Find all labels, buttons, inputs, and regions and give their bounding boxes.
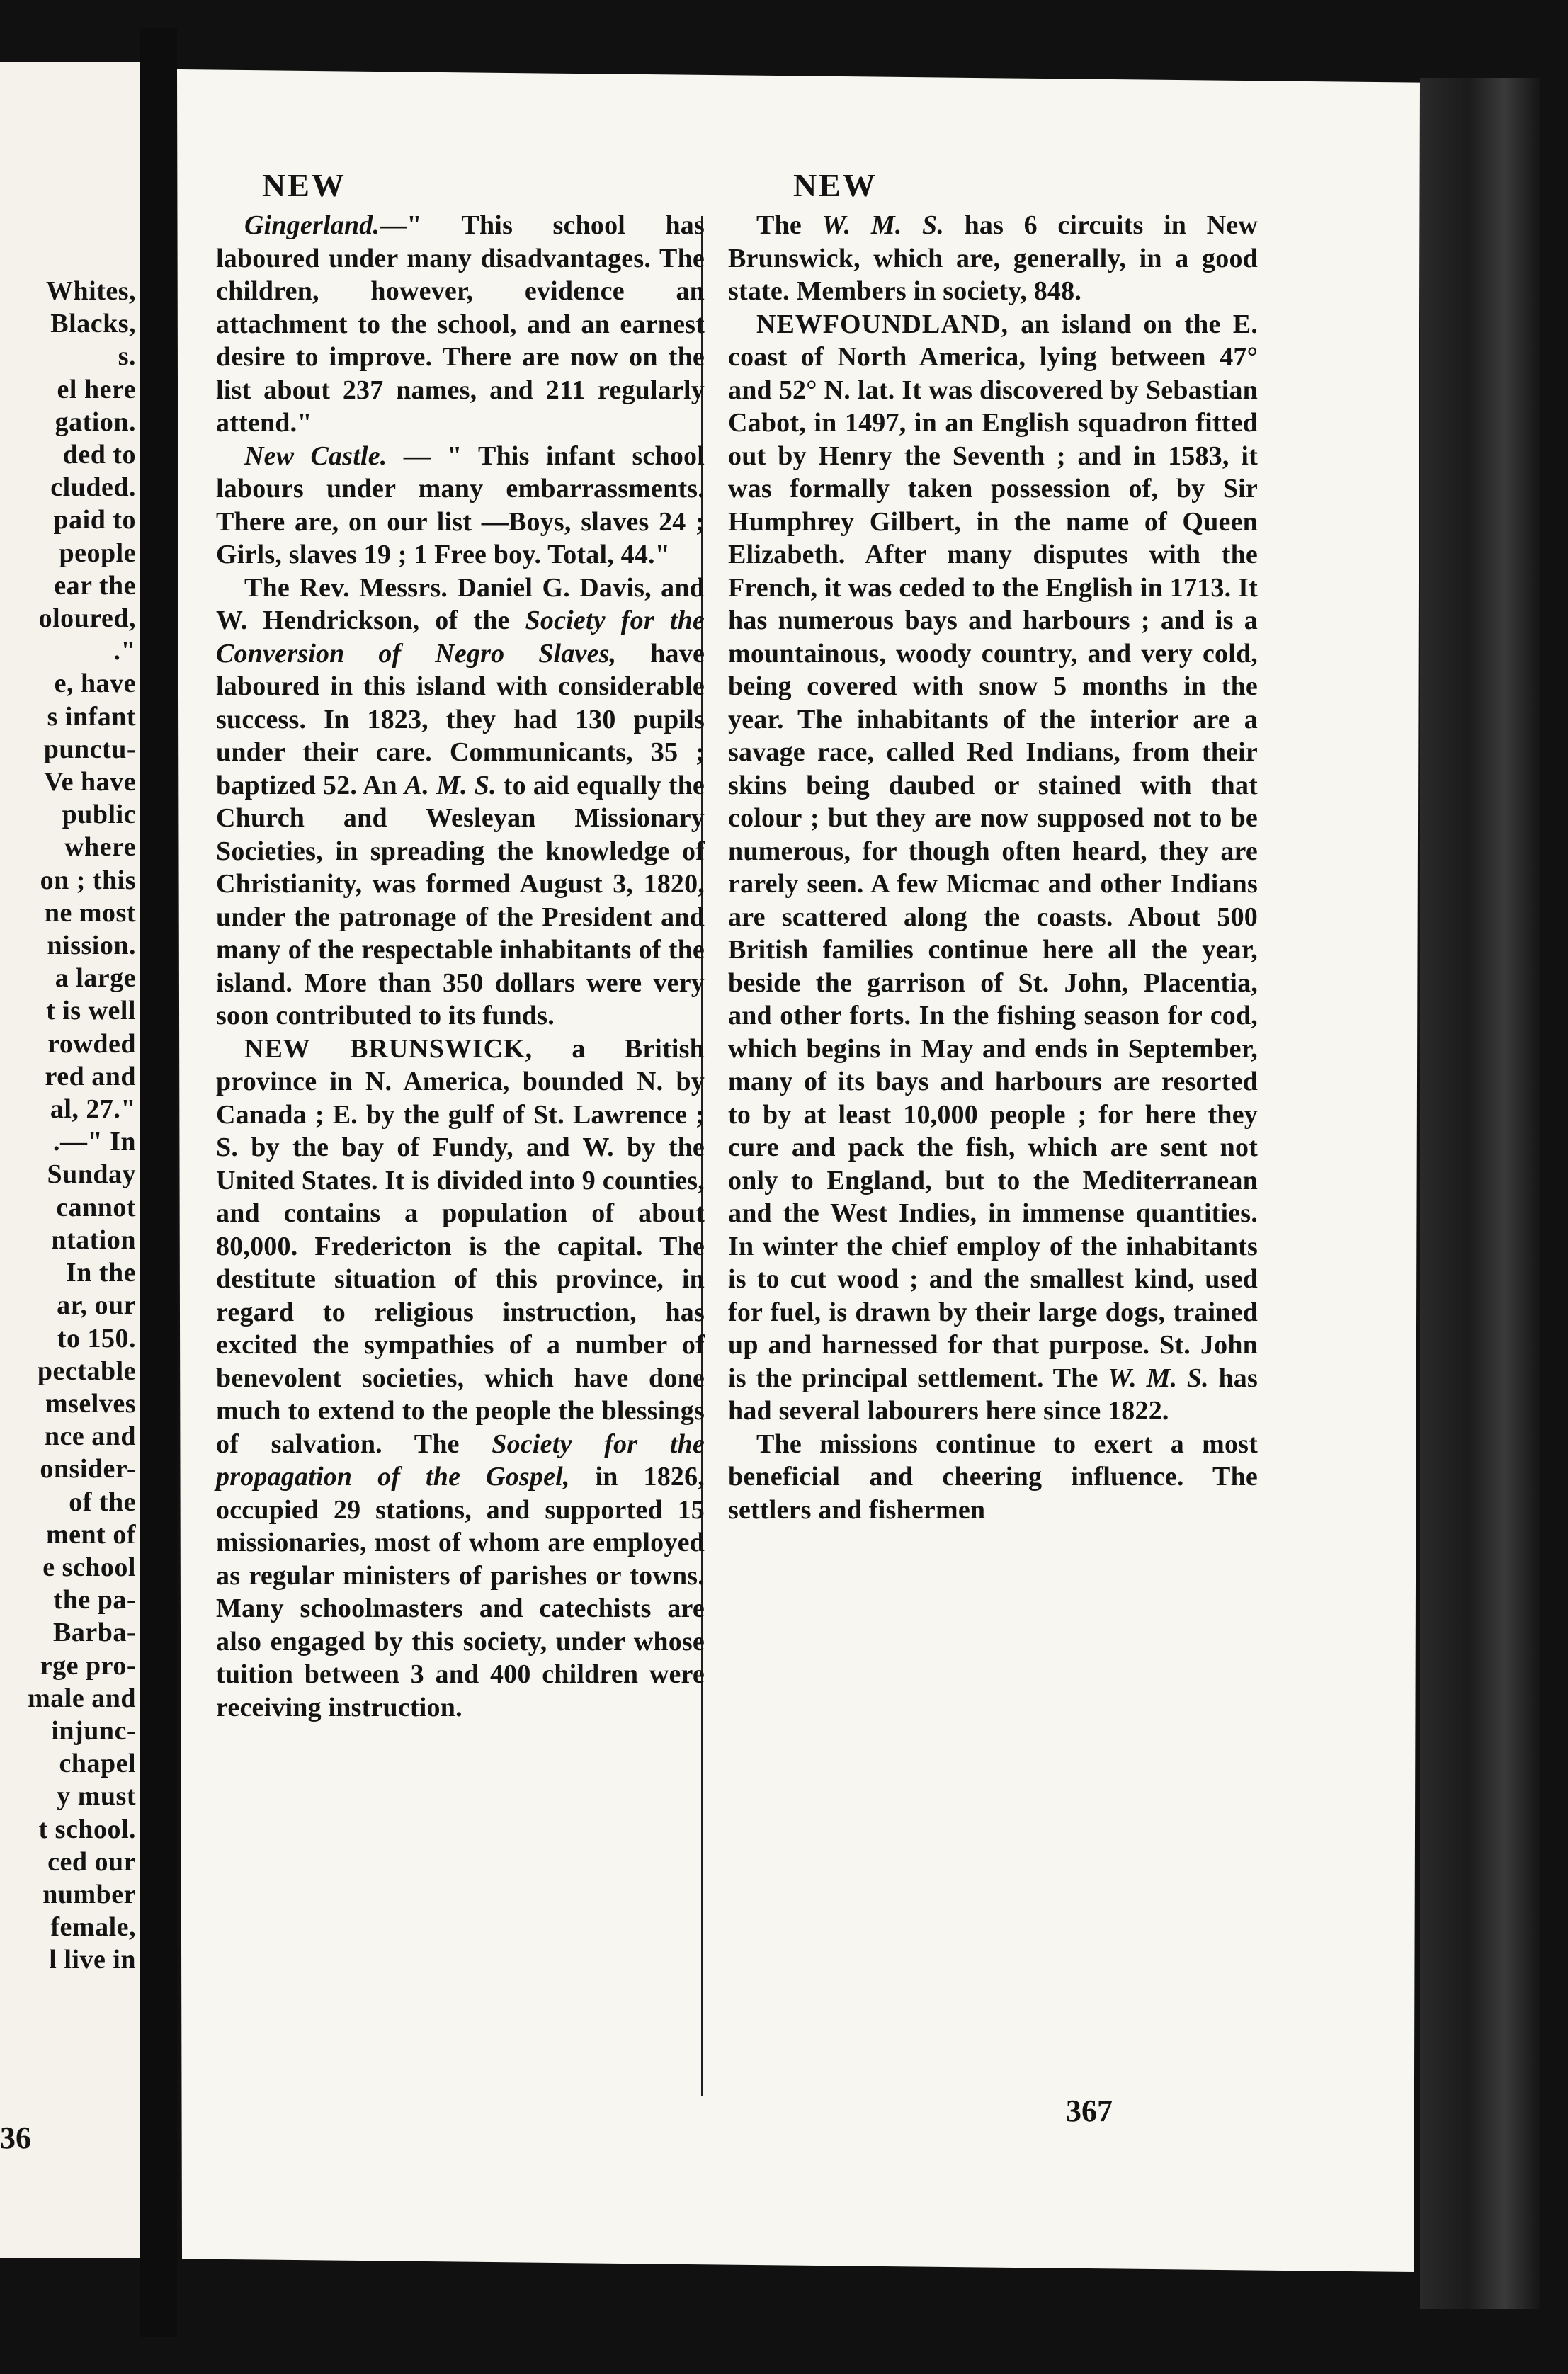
facing-page-line: t school. [38,1814,136,1844]
facing-page-line: red and [45,1061,136,1091]
facing-page-line: where [64,832,136,863]
facing-page-line: Barba- [53,1618,136,1648]
facing-page-line: ." [113,636,136,666]
page-edge-shadow [1420,78,1540,2309]
facing-page-line: the pa- [53,1585,136,1615]
running-head-right: NEW [793,167,877,203]
facing-page-line: y must [57,1781,136,1812]
society-abbrev: A. M. S. [404,770,496,800]
facing-page-line: female, [50,1912,136,1943]
facing-page-line: injunc- [51,1715,136,1746]
facing-page-line: punctu- [43,734,136,764]
facing-page-line: In the [65,1258,136,1288]
page-number: 367 [1066,2094,1113,2128]
facing-page-line: ar, our [57,1290,136,1321]
facing-page-line: ear the [54,570,136,601]
facing-page-line: cluded. [50,472,136,503]
entry-gingerland: Gingerland.—" This school has laboured under many disadvantages. The children, however, evidence an attachment to the school, and an earnest desire to improve. There are now on the list about 237 names, and 211 regularly attend." [216,210,705,438]
facing-page-line: ment of [46,1519,136,1550]
facing-page-line: a large [55,963,136,994]
facing-page-line: l live in [49,1945,136,1975]
facing-page-line: oloured, [38,603,136,634]
facing-page-line: ced our [47,1846,136,1877]
entry-headword: NEW BRUNSWICK, [244,1033,533,1064]
book-gutter [140,28,177,2337]
facing-page-line: to 150. [57,1323,136,1353]
facing-page-line: nce and [44,1421,136,1452]
facing-page-line: t is well [46,996,136,1026]
facing-page-line: cannot [56,1192,136,1222]
place-label: Gingerland. [244,210,380,240]
facing-page-line: ded to [62,440,136,470]
facing-page-line: s infant [47,701,136,732]
facing-page-left [0,62,140,2258]
facing-page-number: 36 [0,2120,31,2155]
facing-page-line: e, have [54,669,136,699]
facing-page-line: rge pro- [40,1650,136,1681]
entry-headword: NEWFOUNDLAND, [756,309,1009,339]
paragraph-missions: The missions continue to exert a most beneficial and cheering influence. The settlers and fishermen [728,1429,1258,1525]
facing-page-line: pectable [37,1356,136,1386]
facing-page-line: ntation [51,1225,136,1255]
right-column [728,209,1258,1526]
facing-page-line: paid to [53,505,136,535]
facing-page-line: number [42,1879,136,1909]
entry-new-brunswick: NEW BRUNSWICK, a British province in N. America, bounded N. by Canada ; E. by the gulf of St. Lawrence ; S. by the bay of Fundy, and W. by the United States. It is divided into 9 counties, and contains a population of about 80,000. Fredericton is the capital. The destitute situation of this province, in regard to religious instruction, has excited the sympathies of a number of benevolent societies, which have done much to extend to the people the blessings of salvation. The Society for the propagation of the Gospel, in 1826, occupied 29 stations, and supported 15 missionaries, most of whom are employed as regular ministers of parishes or towns. Many schoolmasters and catechists are also engaged by this society, under whose tuition between 3 and 400 children were receiving instruction. [216,1033,705,1722]
facing-page-line: chapel [59,1749,136,1779]
facing-page-line: e school [42,1552,136,1582]
facing-page-line: ne most [44,897,136,928]
facing-page-line: .—" In [52,1127,136,1157]
entry-newfoundland: NEWFOUNDLAND, an island on the E. coast of North America, lying between 47° and 52° N. lat. It was discovered by Sebastian Cabot, in 1497, in an English squadron fitted out by Henry the Seventh ; and in 1583, it was formally taken possession of, by Sir Humphrey Gilbert, in the name of Queen Elizabeth. After many disputes with the French, it was ceded to the English in 1713. It has numerous bays and harbours ; and is a mountainous, woody country, and very cold, being covered with snow 5 months in the year. The inhabitants of the interior are a savage race, called Red Indians, from their skins being daubed or stained with that colour ; but they are now supposed not to be numerous, for though often heard, they are rarely seen. A few Micmac and other Indians are scattered along the coasts. About 500 British families continue here all the year, beside the garrison of St. John, Placentia, and other forts. In the fishing season for cod, which begins in May and ends in September, many of its bays and harbours are resorted to by at least 10,000 people ; for here they cure and pack the fish, which are sent not only to England, but to the Mediterranean and the West Indies, in immense quantities. In winter the chief employ of the inhabitants is to cut wood ; and the smallest kind, used for fuel, is drawn by their large dogs, trained up and harnessed for that purpose. St. John is the principal settlement. The W. M. S. has had several labourers here since 1822. [728,309,1258,1426]
facing-page-line: al, 27." [50,1094,136,1125]
left-column [216,209,705,1724]
facing-page-line: Whites, [46,276,136,306]
society-abbrev: W. M. S. [822,210,945,240]
paragraph-wms-new-brunswick: The W. M. S. has 6 circuits in New Brunswick, which are, generally, in a good state. Members in society, 848. [728,210,1258,306]
facing-page-line: Sunday [47,1159,136,1190]
society-abbrev: W. M. S. [1108,1363,1209,1393]
facing-page-line: of the [69,1487,136,1517]
facing-page-line: Ve have [44,767,136,797]
entry-new-castle: New Castle. — " This infant school labours under many embarrassments. There are, on our list —Boys, slaves 24 ; Girls, slaves 19 ; 1 Free boy. Total, 44." [216,441,705,569]
society-name: Society for the propagation of the Gospel, [216,1429,705,1492]
facing-page-line: people [59,538,136,568]
facing-page-line: mselves [45,1388,136,1419]
facing-page-line: Blacks, [50,309,136,339]
facing-page-line: male and [28,1683,136,1713]
facing-page-text [28,275,136,1977]
paragraph-rev-messrs: The Rev. Messrs. Daniel G. Davis, and W. Hendrickson, of the Society for the Conversion of Negro Slaves, have laboured in this island with considerable success. In 1823, they had 130 pupils under their care. Communicants, 35 ; baptized 52. An A. M. S. to aid equally the Church and Wesleyan Missionary Societies, in spreading the knowledge of Christianity, was formed August 3, 1820, under the patronage of the President and many of the respectable inhabitants of the island. More than 350 dollars were very soon contributed to its funds. [216,572,705,1030]
facing-page-line: el here [57,374,136,404]
facing-page-line: on ; this [40,865,136,895]
running-head-left: NEW [262,167,346,203]
facing-page-line: s. [118,341,136,372]
facing-page-line: rowded [47,1028,136,1059]
facing-page-line: nission. [47,931,136,961]
facing-page-line: gation. [55,407,136,437]
facing-page-line: public [62,800,136,830]
society-name: Society for the Conversion of Negro Slaves, [216,606,705,669]
place-label: New Castle. [244,441,387,471]
facing-page-line: onsider- [40,1454,136,1484]
